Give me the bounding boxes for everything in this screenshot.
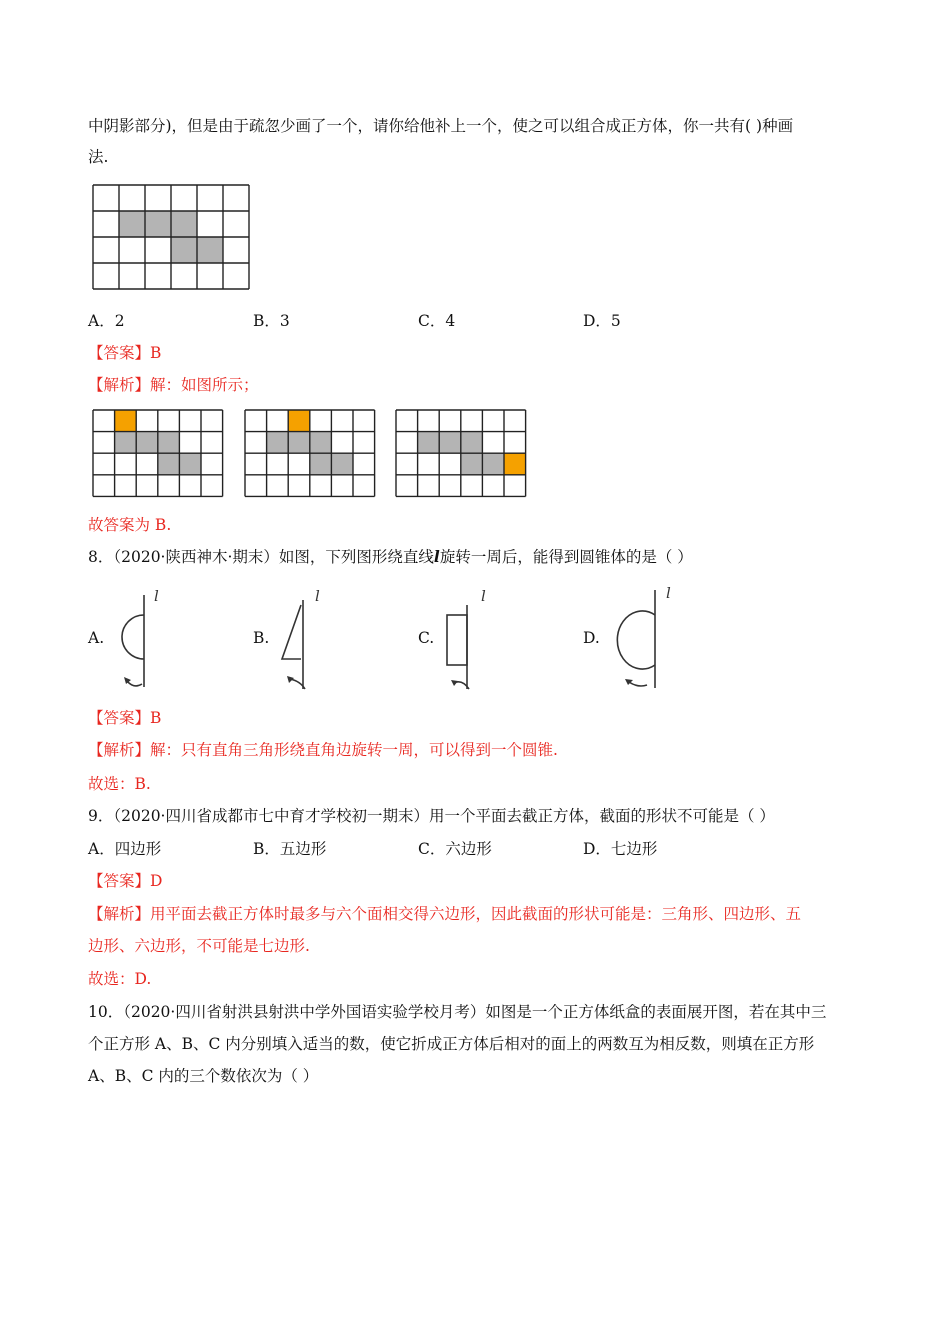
shaded-cell <box>439 432 461 454</box>
q9-option-c: C．六边形 <box>418 840 492 858</box>
analysis-text: 解：只有直角三角形绕直角边旋转一周，可以得到一个圆锥. <box>150 741 558 759</box>
shaded-cell <box>461 453 483 475</box>
analysis-text: 解：如图所示； <box>150 376 259 394</box>
answer-label: 【答案】 <box>88 344 151 362</box>
q9-option-b: B．五边形 <box>253 840 327 858</box>
q7-option-b: B．3 <box>253 312 290 330</box>
axis-label: l <box>315 587 320 605</box>
q8-analysis <box>88 740 558 760</box>
q7-answer <box>88 343 161 363</box>
shaded-cell <box>171 211 197 237</box>
q7-option-c: C．4 <box>418 312 456 330</box>
shaded-cell <box>136 432 158 454</box>
rectangle-shape <box>447 615 467 665</box>
q10-stem-line2: 个正方形 A、B、C 内分别填入适当的数，使它折成正方体后相对的面上的两数互为相反数，则填在正方形 <box>88 1035 815 1053</box>
q9-analysis <box>88 904 801 924</box>
q8-option-d-letter: D. <box>583 629 600 647</box>
q8-stem-tail: 旋转一周后，能得到圆锥体的是（ ） <box>439 548 693 566</box>
q7-conclusion: 故答案为 B. <box>88 516 172 534</box>
q9-conclusion: 故选：D. <box>88 970 152 988</box>
q7-solution-grid-3 <box>396 410 526 498</box>
circle-arc-shape <box>617 611 655 669</box>
q7-solution-grid-2 <box>245 410 375 498</box>
rotation-arrow <box>127 681 142 686</box>
q8-answer <box>88 708 161 728</box>
q8-stem-var: l <box>433 547 440 566</box>
shaded-cell <box>179 453 201 475</box>
q8-conclusion: 故选：B. <box>88 775 151 793</box>
q8-stem <box>88 547 693 567</box>
shaded-cell <box>461 432 483 454</box>
q8-option-b-letter: B. <box>253 629 270 647</box>
q7-main-grid-lines <box>93 185 249 289</box>
q8-option-d-figure <box>600 582 680 692</box>
q10-stem-line1: 10．（2020·四川省射洪县射洪中学外国语实验学校月考）如图是一个正方体纸盒的表面展开图，若在其中三 <box>88 1003 827 1021</box>
q9-analysis-line2: 边形、六边形，不可能是七边形. <box>88 937 310 955</box>
triangle-shape <box>282 605 301 659</box>
q8-option-b-figure <box>270 585 330 695</box>
analysis-label: 【解析】 <box>88 905 151 923</box>
answer-label: 【答案】 <box>88 709 151 727</box>
added-cell <box>115 410 137 432</box>
shaded-cell <box>267 432 289 454</box>
answer-value: D <box>150 872 163 890</box>
axis-label: l <box>666 584 671 602</box>
q9-stem: 9．（2020·四川省成都市七中育才学校初一期末）用一个平面去截正方体，截面的形状不可能是（ ） <box>88 807 775 825</box>
q8-option-c-letter: C. <box>418 629 435 647</box>
q9-option-d: D．七边形 <box>583 840 658 858</box>
answer-label: 【答案】 <box>88 872 151 890</box>
shaded-cell <box>418 432 440 454</box>
shaded-cell <box>119 211 145 237</box>
shaded-cell <box>115 432 137 454</box>
axis-label: l <box>154 587 159 605</box>
q10-stem-line3: A、B、C 内的三个数依次为（ ） <box>88 1067 319 1085</box>
q8-option-a-figure <box>110 585 170 695</box>
added-cell <box>288 410 310 432</box>
q9-option-a: A．四边形 <box>88 840 162 858</box>
rotation-arrow <box>629 682 647 686</box>
q7-main-grid <box>93 185 251 289</box>
shaded-cell <box>331 453 353 475</box>
answer-value: B <box>150 344 162 362</box>
q8-stem-text: 8．（2020·陕西神木·期末）如图，下列图形绕直线 <box>88 548 434 566</box>
shaded-cell <box>171 237 197 263</box>
shaded-cell <box>145 211 171 237</box>
q7-solution-grid-1 <box>93 410 223 498</box>
analysis-label: 【解析】 <box>88 376 151 394</box>
q8-option-c-figure <box>436 585 496 695</box>
shaded-cell <box>197 237 223 263</box>
q7-analysis <box>88 375 259 395</box>
q7-stem-line1: 中阴影部分)，但是由于疏忽少画了一个，请你给他补上一个，使之可以组合成正方体，你一共有( )种画 <box>88 117 794 135</box>
shaded-cell <box>288 432 310 454</box>
analysis-text: 用平面去截正方体时最多与六个面相交得六边形，因此截面的形状可能是：三角形、四边形、五 <box>150 905 802 923</box>
answer-value: B <box>150 709 162 727</box>
shaded-cell <box>158 453 180 475</box>
shaded-cell <box>310 453 332 475</box>
q7-option-d: D．5 <box>583 312 621 330</box>
rotation-arrow-head <box>451 680 458 686</box>
q9-answer <box>88 871 162 891</box>
q8-option-a-letter: A. <box>88 629 105 647</box>
analysis-label: 【解析】 <box>88 741 151 759</box>
q7-stem-line2: 法. <box>88 148 109 166</box>
shaded-cell <box>158 432 180 454</box>
q7-option-a: A．2 <box>88 312 125 330</box>
added-cell <box>504 453 526 475</box>
semicircle-shape <box>122 615 144 659</box>
shaded-cell <box>310 432 332 454</box>
shaded-cell <box>482 453 504 475</box>
axis-label: l <box>481 587 486 605</box>
